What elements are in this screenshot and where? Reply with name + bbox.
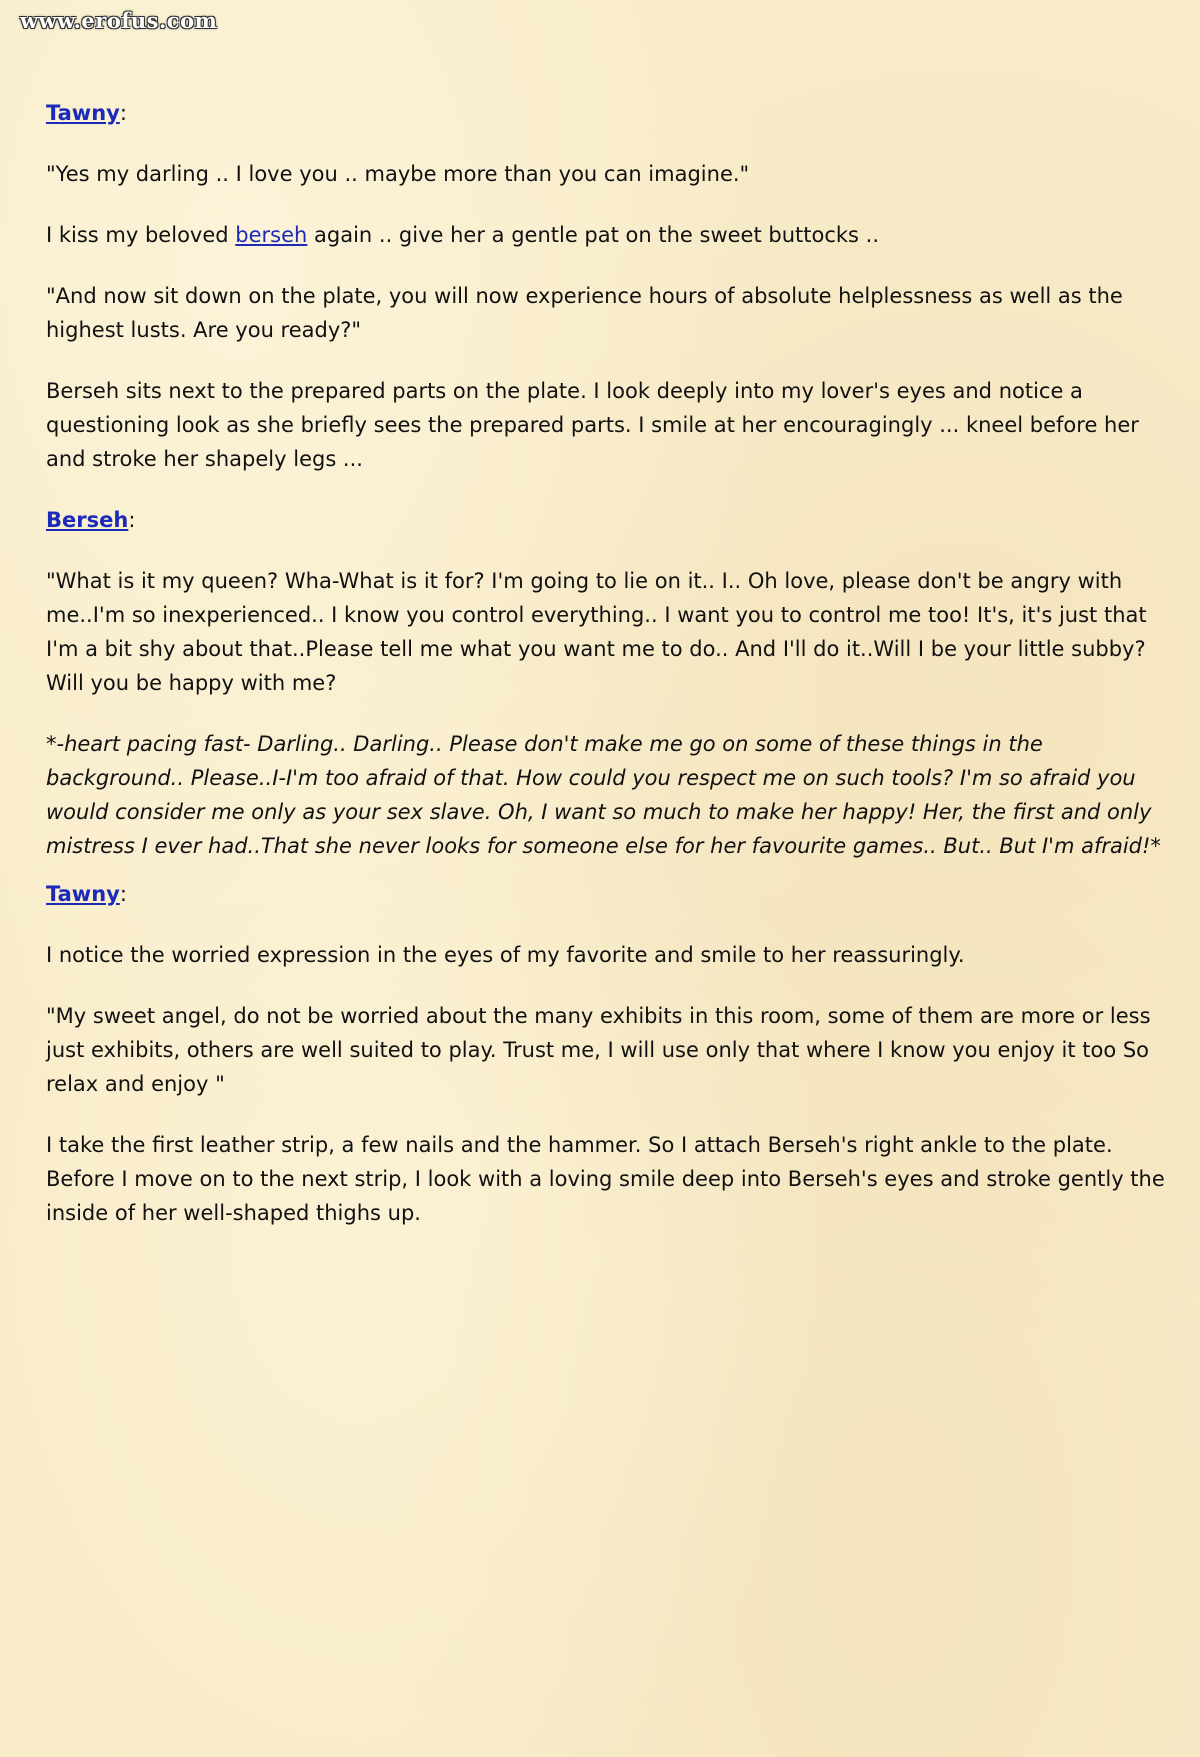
speaker-label-berseh: Berseh: bbox=[46, 508, 136, 532]
paragraph: "What is it my queen? Wha-What is it for? I'm going to lie on it.. I.. Oh love, please don't be angry with me..I'm so inexperienced.. I know you control everything.. I want you to control me too! It's, it's just that I'm a bit shy about that..Please tell me what you want me to do.. And I'll do it..Will I be your little subby? Will you be happy with me? bbox=[46, 569, 1147, 695]
speaker-link-tawny[interactable]: Tawny bbox=[46, 101, 120, 125]
speaker-link-tawny-2[interactable]: Tawny bbox=[46, 882, 120, 906]
paragraph: Berseh sits next to the prepared parts on the plate. I look deeply into my lover's eyes and notice a questioning look as she briefly sees the prepared parts. I smile at her encouragingly ... kneel before her and stroke her shapely legs ... bbox=[46, 379, 1139, 471]
paragraph: I take the first leather strip, a few nails and the hammer. So I attach Berseh's right ankle to the plate. Before I move on to the next strip, I look with a loving smile deep into Berseh's eyes and stroke gently the inside of her well-shaped thighs up. bbox=[46, 1133, 1165, 1225]
paragraph: "Yes my darling .. I love you .. maybe more than you can imagine." bbox=[46, 162, 750, 186]
paragraph: "My sweet angel, do not be worried about the many exhibits in this room, some of them are more or less just exhibits, others are well suited to play. Trust me, I will use only that where I know you enjoy it too So relax and enjoy " bbox=[46, 1004, 1151, 1096]
speaker-label-tawny: Tawny: bbox=[46, 101, 127, 125]
story-text bbox=[46, 96, 1166, 1230]
watermark-logo: www.erofus.com bbox=[20, 8, 218, 33]
speaker-label-tawny-2: Tawny: bbox=[46, 882, 127, 906]
paragraph: "And now sit down on the plate, you will now experience hours of absolute helplessness as well as the highest lusts. Are you ready?" bbox=[46, 284, 1123, 342]
paragraph: I notice the worried expression in the eyes of my favorite and smile to her reassuringly. bbox=[46, 943, 965, 967]
paragraph-with-link: I kiss my beloved berseh again .. give her a gentle pat on the sweet buttocks .. bbox=[46, 223, 879, 247]
paragraph-italic-thoughts: *-heart pacing fast- Darling.. Darling.. Please don't make me go on some of these things in the background.. Please..I-I'm too afraid of that. How could you respect me on such tools? I'm so afraid you would consider me only as your sex slave. Oh, I want so much to make her happy! Her, the first and only mistress I ever had..That she never looks for someone else for her favourite games.. But.. But I'm afraid!* bbox=[46, 732, 1161, 858]
speaker-link-berseh[interactable]: Berseh bbox=[46, 508, 129, 532]
berseh-link[interactable]: berseh bbox=[235, 223, 308, 247]
